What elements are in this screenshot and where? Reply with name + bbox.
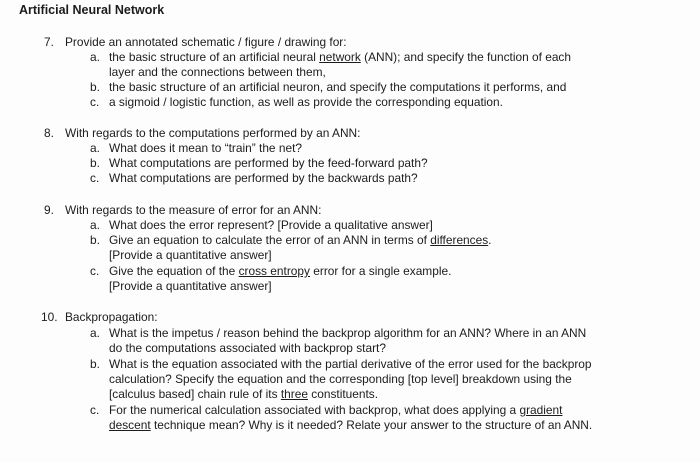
item-text: What computations are performed by the backwards path? xyxy=(109,171,418,185)
question-text: With regards to the computations performed by an ANN: xyxy=(65,126,361,140)
question-number: 9. xyxy=(44,203,54,217)
item-label: a. xyxy=(90,326,100,340)
item-text: What is the impetus / reason behind the backprop algorithm for an ANN? Where in an ANN xyxy=(109,326,587,340)
question-number: 8. xyxy=(44,126,54,140)
item-text: [Provide a quantitative answer] xyxy=(109,279,272,293)
item-text: calculation? Specify the equation and the corresponding [top level] breakdown using the xyxy=(109,372,572,386)
item-label: a. xyxy=(90,50,100,64)
item-label: b. xyxy=(90,233,100,247)
item-text: [calculus based] chain rule of its three constituents. xyxy=(109,387,379,401)
item-text: the basic structure of an artificial neural network (ANN); and specify the function of each xyxy=(109,50,571,64)
question-text: Provide an annotated schematic / figure / drawing for: xyxy=(65,35,347,49)
item-label: c. xyxy=(90,403,100,417)
document-title: Artificial Neural Network xyxy=(19,3,165,17)
item-label: a. xyxy=(90,141,100,155)
question-number: 10. xyxy=(41,310,58,324)
item-text: What does the error represent? [Provide a qualitative answer] xyxy=(109,218,433,232)
item-label: b. xyxy=(90,80,100,94)
item-label: a. xyxy=(90,218,100,232)
item-label: b. xyxy=(90,357,100,371)
item-text: do the computations associated with backprop start? xyxy=(109,341,386,355)
item-text: layer and the connections between them, xyxy=(109,65,326,79)
item-text: What computations are performed by the feed-forward path? xyxy=(109,156,428,170)
item-text: Give the equation of the cross entropy error for a single example. xyxy=(109,264,452,278)
item-label: c. xyxy=(90,264,100,278)
question-number: 7. xyxy=(44,35,54,49)
item-text: Give an equation to calculate the error of an ANN in terms of differences. xyxy=(109,233,492,247)
item-text: descent technique mean? Why is it needed? Relate your answer to the structure of an ANN. xyxy=(109,418,593,432)
item-label: c. xyxy=(90,95,100,109)
item-text: What does it mean to “train” the net? xyxy=(109,141,302,155)
item-text: a sigmoid / logistic function, as well as provide the corresponding equation. xyxy=(109,95,503,109)
item-label: c. xyxy=(90,171,100,185)
item-text: For the numerical calculation associated with backprop, what does applying a gradient xyxy=(109,403,563,417)
question-text: Backpropagation: xyxy=(65,310,158,324)
item-text: [Provide a quantitative answer] xyxy=(109,248,272,262)
question-text: With regards to the measure of error for an ANN: xyxy=(65,203,322,217)
item-text: the basic structure of an artificial neuron, and specify the computations it performs, and xyxy=(109,80,567,94)
item-label: b. xyxy=(90,156,100,170)
item-text: What is the equation associated with the partial derivative of the error used for the backprop xyxy=(109,357,592,371)
